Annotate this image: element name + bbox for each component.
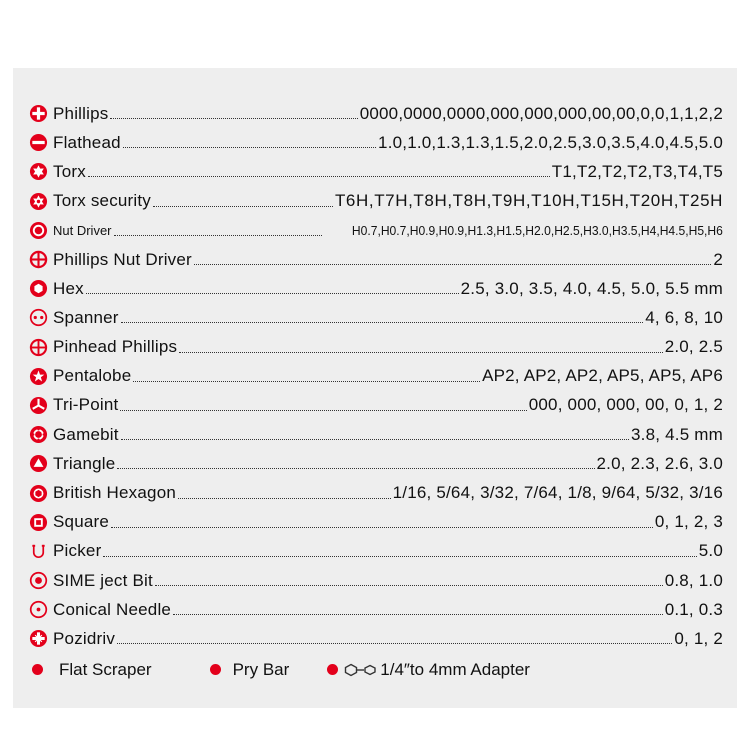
pry-bar-label: Pry Bar [232, 659, 290, 679]
flat-scraper-item [32, 660, 152, 680]
leader-dots [117, 450, 594, 469]
item-values: 0.8, 1.0 [664, 570, 723, 590]
bit-list [28, 99, 723, 686]
item-name: SIME ject Bit [53, 570, 153, 590]
item-name: Pozidriv [53, 628, 116, 648]
item-values: T1,T2,T2,T2,T3,T4,T5 [551, 161, 723, 181]
torx-icon [28, 162, 48, 182]
list-item [28, 99, 723, 128]
triangle-icon [28, 454, 48, 474]
leader-dots [153, 188, 333, 207]
gamebit-icon [28, 425, 48, 445]
item-name: Torx [53, 161, 86, 181]
item-name: Phillips Nut Driver [53, 249, 192, 269]
item-name: Triangle [53, 453, 116, 473]
item-values: 0, 1, 2 [674, 628, 723, 648]
list-item [28, 245, 723, 274]
adapter-label: 1/4″to 4mm Adapter [380, 659, 530, 679]
item-values: 0, 1, 2, 3 [654, 512, 723, 532]
list-item [28, 449, 723, 478]
pentalobe-icon [28, 366, 48, 386]
item-values: H0.7,H0.7,H0.9,H0.9,H1.3,H1.5,H2.0,H2.5,H3.0,H3.5,H4,H4.5,H5,H6 [352, 222, 723, 238]
conical-needle-icon [28, 600, 48, 620]
tri-point-icon [28, 395, 48, 415]
bullet-icon [210, 664, 221, 675]
picker-icon [28, 541, 48, 561]
list-item [28, 508, 723, 537]
pinhead-phillips-icon [28, 337, 48, 357]
list-item [28, 420, 723, 449]
nut-driver-icon [28, 220, 48, 240]
list-item [28, 187, 723, 216]
list-item [28, 157, 723, 186]
leader-dots [117, 625, 672, 644]
item-values: 2.0, 2.5 [664, 337, 723, 357]
item-values: 4, 6, 8, 10 [645, 307, 723, 327]
item-name: Phillips [53, 103, 109, 123]
list-item [28, 274, 723, 303]
list-item [28, 362, 723, 391]
leader-dots [121, 304, 644, 323]
list-item [28, 537, 723, 566]
torx-security-icon [28, 191, 48, 211]
leader-dots [123, 129, 376, 148]
accessories-row [28, 654, 723, 686]
item-name: Gamebit [53, 424, 119, 444]
pry-bar-item [210, 660, 290, 680]
item-values: 3.8, 4.5 mm [631, 424, 723, 444]
item-values: 1/16, 5/64, 3/32, 7/64, 1/8, 9/64, 5/32, 3/16 [392, 483, 723, 503]
bullet-icon [32, 664, 43, 675]
leader-dots [111, 509, 653, 528]
list-item [28, 303, 723, 332]
hex-icon [28, 279, 48, 299]
phillips-nut-driver-icon [28, 250, 48, 270]
leader-dots [133, 363, 480, 382]
list-item [28, 391, 723, 420]
item-name: Conical Needle [53, 599, 172, 619]
leader-dots [86, 275, 459, 294]
item-values: 0.1, 0.3 [664, 599, 723, 619]
list-item [28, 216, 723, 245]
leader-dots [120, 392, 526, 411]
adapter-item [327, 660, 530, 680]
item-name: British Hexagon [53, 483, 177, 503]
item-values: 2.5, 3.0, 3.5, 4.0, 4.5, 5.0, 5.5 mm [460, 278, 723, 298]
phillips-icon [28, 104, 48, 124]
list-item [28, 333, 723, 362]
list-item [28, 624, 723, 653]
bullet-icon [327, 664, 338, 675]
leader-dots [88, 158, 550, 177]
item-name: Torx security [53, 191, 152, 211]
leader-dots [103, 538, 696, 557]
item-values: 2 [713, 249, 723, 269]
sime-ject-bit-icon [28, 571, 48, 591]
flat-scraper-label: Flat Scraper [59, 659, 152, 679]
square-icon [28, 512, 48, 532]
leader-dots [110, 100, 357, 119]
list-item [28, 478, 723, 507]
item-values: 1.0,1.0,1.3,1.3,1.5,2.0,2.5,3.0,3.5,4.0,4.5,5.0 [378, 132, 723, 152]
item-name: Spanner [53, 307, 119, 327]
item-name: Tri-Point [53, 395, 119, 415]
item-values: 0000,0000,0000,000,000,000,00,00,0,0,1,1,2,2 [359, 103, 723, 123]
leader-dots [155, 567, 663, 586]
list-item [28, 595, 723, 624]
pozidriv-icon [28, 629, 48, 649]
item-name: Flathead [53, 132, 121, 152]
leader-dots [121, 421, 629, 440]
item-name: Hex [53, 278, 84, 298]
item-name: Nut Driver [53, 222, 112, 238]
item-values: 5.0 [698, 541, 723, 561]
item-name: Pentalobe [53, 366, 132, 386]
item-name: Pinhead Phillips [53, 337, 178, 357]
leader-dots [173, 596, 663, 615]
adapter-icon [338, 663, 380, 677]
item-name: Picker [53, 541, 102, 561]
item-name: Square [53, 512, 110, 532]
list-item [28, 128, 723, 157]
british-hexagon-icon [28, 483, 48, 503]
leader-dots [194, 246, 711, 265]
leader-dots [178, 480, 391, 499]
item-values: 2.0, 2.3, 2.6, 3.0 [596, 453, 723, 473]
spanner-icon [28, 308, 48, 328]
item-values: AP2, AP2, AP2, AP5, AP5, AP6 [482, 366, 723, 386]
leader-dots [114, 217, 323, 236]
item-values: T6H,T7H,T8H,T8H,T9H,T10H,T15H,T20H,T25H [334, 191, 723, 211]
leader-dots [179, 334, 663, 353]
item-values: 000, 000, 000, 00, 0, 1, 2 [528, 395, 723, 415]
flathead-icon [28, 133, 48, 153]
list-item [28, 566, 723, 595]
